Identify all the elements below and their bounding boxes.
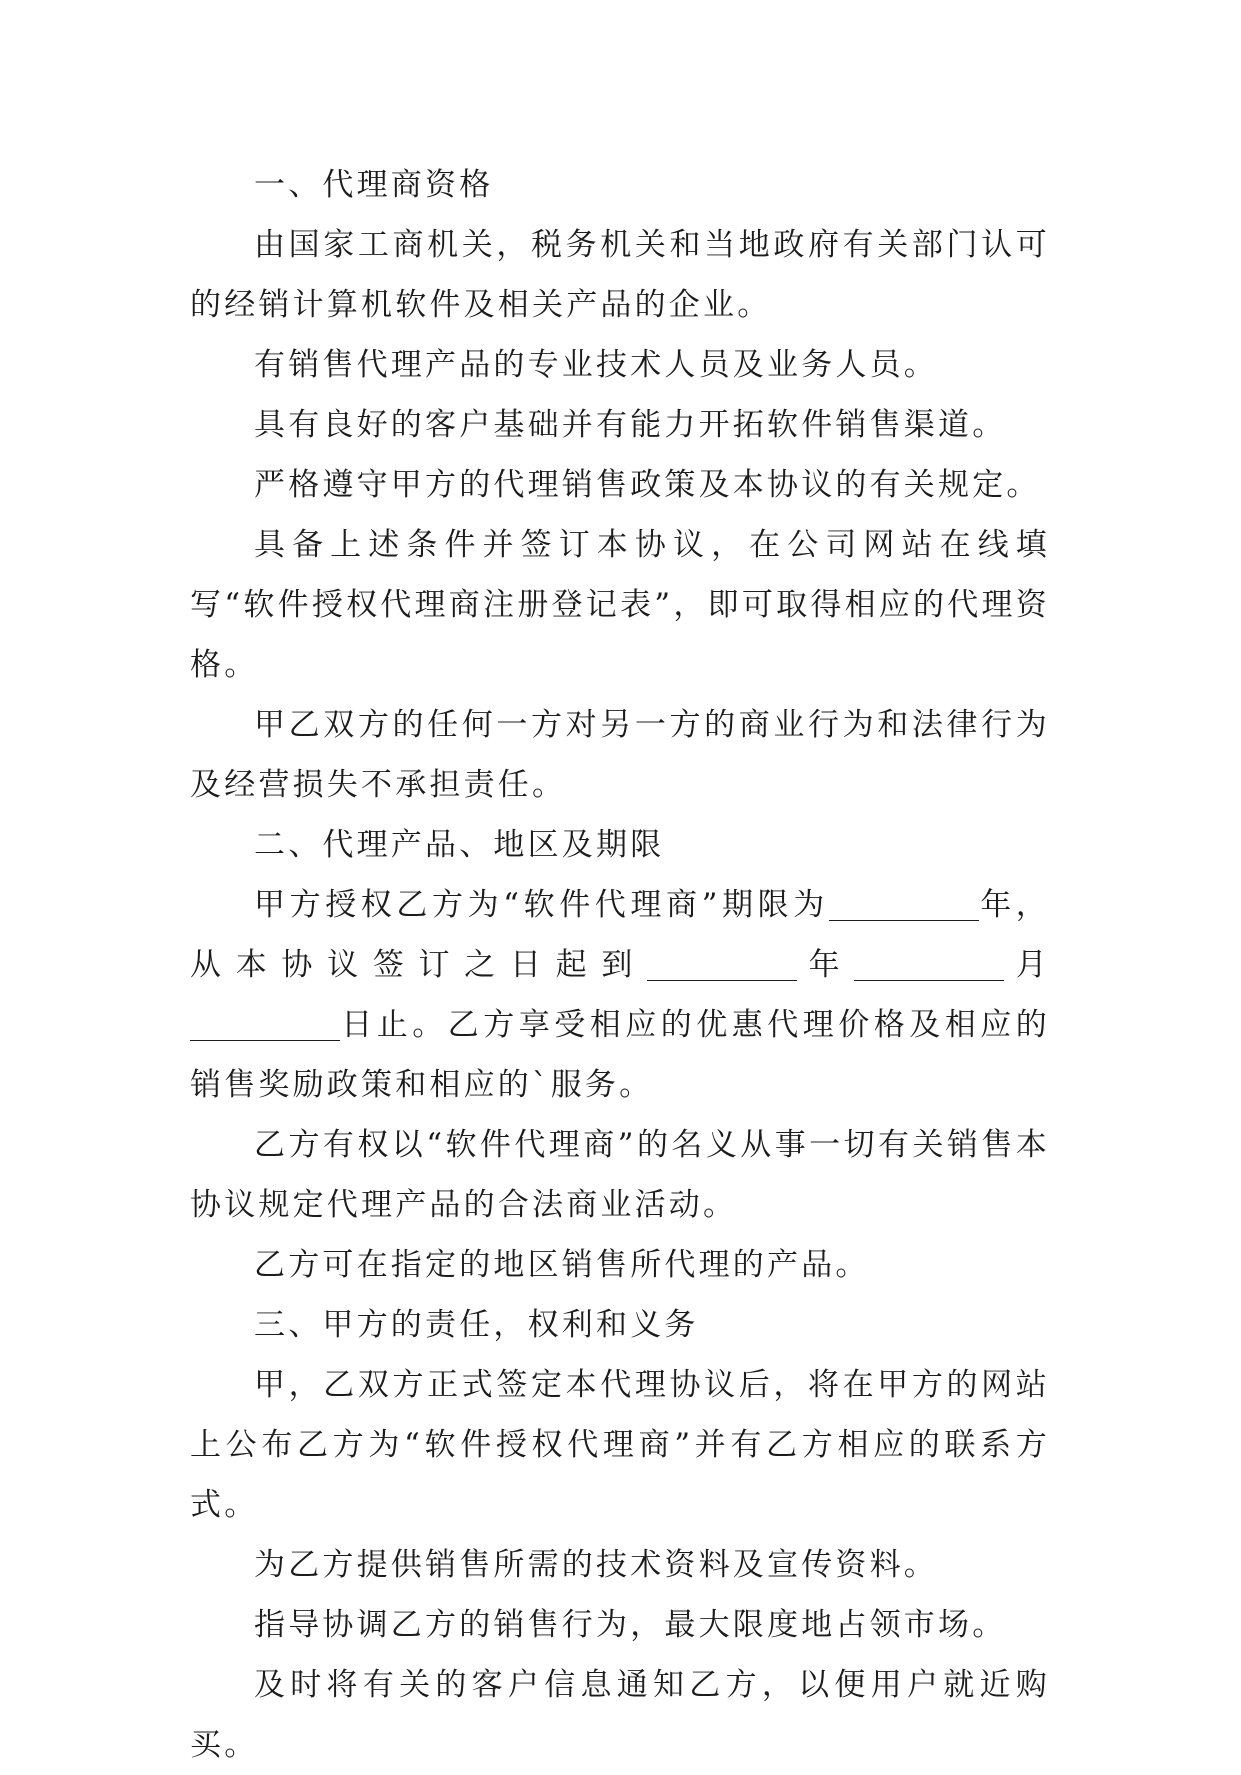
paragraph: 乙方有权以“软件代理商”的名义从事一切有关销售本协议规定代理产品的合法商业活动。 <box>190 1127 1050 1223</box>
paragraph: 具备上述条件并签订本协议，在公司网站在线填写“软件授权代理商注册登记表”，即可取得相应的代理资格。 <box>190 527 1050 683</box>
term-text-1: 甲方授权乙方为“软件代理商”期限为 <box>254 887 829 923</box>
document-body <box>190 155 1050 1775</box>
paragraph: 有销售代理产品的专业技术人员及业务人员。 <box>254 347 938 383</box>
paragraph: 为乙方提供销售所需的技术资料及宣传资料。 <box>254 1547 938 1583</box>
term-text-3: 年 <box>797 947 855 983</box>
paragraph: 甲乙双方的任何一方对另一方的商业行为和法律行为及经营损失不承担责任。 <box>190 707 1050 803</box>
paragraph: 严格遵守甲方的代理销售政策及本协议的有关规定。 <box>254 467 1041 503</box>
term-text-4: 月 <box>1004 947 1051 983</box>
paragraph: 乙方可在指定的地区销售所代理的产品。 <box>254 1247 870 1283</box>
paragraph: 指导协调乙方的销售行为，最大限度地占领市场。 <box>254 1607 1007 1643</box>
blank-end-year[interactable] <box>647 946 797 981</box>
blank-end-month[interactable] <box>854 946 1004 981</box>
paragraph: 具有良好的客户基础并有能力开拓软件销售渠道。 <box>254 407 1007 443</box>
paragraph: 甲，乙双方正式签定本代理协议后，将在甲方的网站上公布乙方为“软件授权代理商”并有乙方相应的联系方式。 <box>190 1367 1050 1523</box>
blank-end-day[interactable] <box>190 1006 340 1041</box>
term-paragraph <box>190 875 1050 1115</box>
blank-years[interactable] <box>829 886 979 921</box>
paragraph: 及时将有关的客户信息通知乙方，以便用户就近购买。 <box>190 1667 1050 1763</box>
section-heading-party-a: 三、甲方的责任，权利和义务 <box>254 1307 699 1343</box>
section-heading-qualification: 一、代理商资格 <box>254 167 494 203</box>
term-text-5: 日止。乙方享受相应的优惠代理价格及相应的销售奖励政策和相应的`服务。 <box>190 1007 1050 1103</box>
term-text-2: 年，从本协议签订之日起到 <box>190 887 1050 983</box>
section-heading-products: 二、代理产品、地区及期限 <box>254 827 665 863</box>
paragraph: 由国家工商机关，税务机关和当地政府有关部门认可的经销计算机软件及相关产品的企业。 <box>190 227 1050 323</box>
